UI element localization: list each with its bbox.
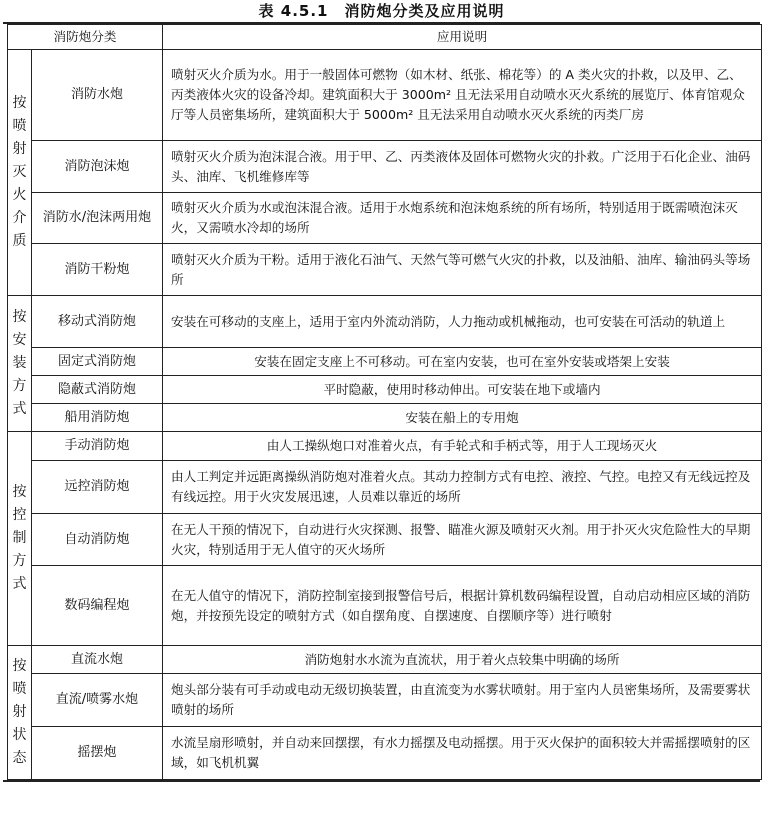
type-name: 自动消防炮 [32,514,163,566]
type-name: 远控消防炮 [32,461,163,514]
table-row [8,461,762,514]
type-name: 手动消防炮 [32,432,163,461]
type-name: 移动式消防炮 [32,296,163,348]
type-description: 炮头部分装有可手动或电动无级切换装置，由直流变为水雾状喷射。用于室内人员密集场所，及需要雾状喷射的场所 [163,674,762,727]
type-description: 消防炮射水水流为直流状，用于着火点较集中明确的场所 [163,646,762,674]
table-row [8,432,762,461]
type-description: 安装在船上的专用炮 [163,404,762,432]
type-name: 固定式消防炮 [32,348,163,376]
header-category: 消防炮分类 [8,25,163,50]
type-name: 消防干粉炮 [32,244,163,296]
table-row [8,566,762,646]
type-description: 在无人干预的情况下，自动进行火灾探测、报警、瞄准火源及喷射灭火剂。用于扑灭火灾危险性大的早期火灾，特别适用于无人值守的灭火场所 [163,514,762,566]
group-label: 按喷射状态 [8,646,32,780]
table-row [8,404,762,432]
type-description: 喷射灭火介质为泡沫混合液。用于甲、乙、丙类液体及固体可燃物火灾的扑救。广泛用于石化企业、油码头、油库、飞机维修库等 [163,141,762,193]
table-row [8,193,762,244]
table-row [8,244,762,296]
table-row [8,50,762,141]
type-description: 平时隐蔽，使用时移动伸出。可安装在地下或墙内 [163,376,762,404]
type-name: 直流/喷雾水炮 [32,674,163,727]
type-name: 数码编程炮 [32,566,163,646]
table-row [8,348,762,376]
group-label: 按喷射灭火介质 [8,50,32,296]
table-row [8,514,762,566]
type-name: 隐蔽式消防炮 [32,376,163,404]
header-row [8,25,762,50]
type-description: 由人工判定并远距离操纵消防炮对准着火点。其动力控制方式有电控、液控、气控。电控又有无线远控及有线远控。用于火灾发展迅速，人员难以靠近的场所 [163,461,762,514]
type-description: 水流呈扇形喷射，并自动来回摆摆，有水力摇摆及电动摇摆。用于灭火保护的面积较大并需摇摆喷射的区域，如飞机机翼 [163,727,762,780]
table-row [8,727,762,780]
type-description: 安装在固定支座上不可移动。可在室内安装，也可在室外安装或塔架上安装 [163,348,762,376]
classification-table [7,24,762,780]
type-name: 消防水炮 [32,50,163,141]
type-name: 直流水炮 [32,646,163,674]
table-row [8,141,762,193]
group-label: 按控制方式 [8,432,32,646]
table-row [8,646,762,674]
table-row [8,296,762,348]
type-description: 喷射灭火介质为水。用于一般固体可燃物（如木材、纸张、棉花等）的 A 类火灾的扑救，以及甲、乙、丙类液体火灾的设备冷却。建筑面积大于 3000m² 且无法采用自动喷水灭火系统的展览厅、体育馆观众厅等人员密集场所，建筑面积大于 5000m² 且无法采用自动喷水灭火系统的丙类厂房 [163,50,762,141]
table-row [8,376,762,404]
type-description: 安装在可移动的支座上，适用于室内外流动消防，人力拖动或机械拖动，也可安装在可活动的轨道上 [163,296,762,348]
table-row [8,674,762,727]
type-description: 由人工操纵炮口对准着火点，有手轮式和手柄式等，用于人工现场灭火 [163,432,762,461]
group-label: 按安装方式 [8,296,32,432]
type-description: 在无人值守的情况下，消防控制室接到报警信号后，根据计算机数码编程设置，自动启动相应区域的消防炮，并按预先设定的喷射方式（如自摆角度、自摆速度、自摆顺序等）进行喷射 [163,566,762,646]
type-name: 摇摆炮 [32,727,163,780]
type-name: 船用消防炮 [32,404,163,432]
table-frame [3,22,760,782]
type-description: 喷射灭火介质为干粉。适用于液化石油气、天然气等可燃气火灾的扑救，以及油船、油库、输油码头等场所 [163,244,762,296]
type-name: 消防水/泡沫两用炮 [32,193,163,244]
type-description: 喷射灭火介质为水或泡沫混合液。适用于水炮系统和泡沫炮系统的所有场所，特别适用于既需喷泡沫灭火，又需喷水冷却的场所 [163,193,762,244]
table-title: 表 4.5.1 消防炮分类及应用说明 [258,2,505,20]
header-description: 应用说明 [163,25,762,50]
type-name: 消防泡沫炮 [32,141,163,193]
